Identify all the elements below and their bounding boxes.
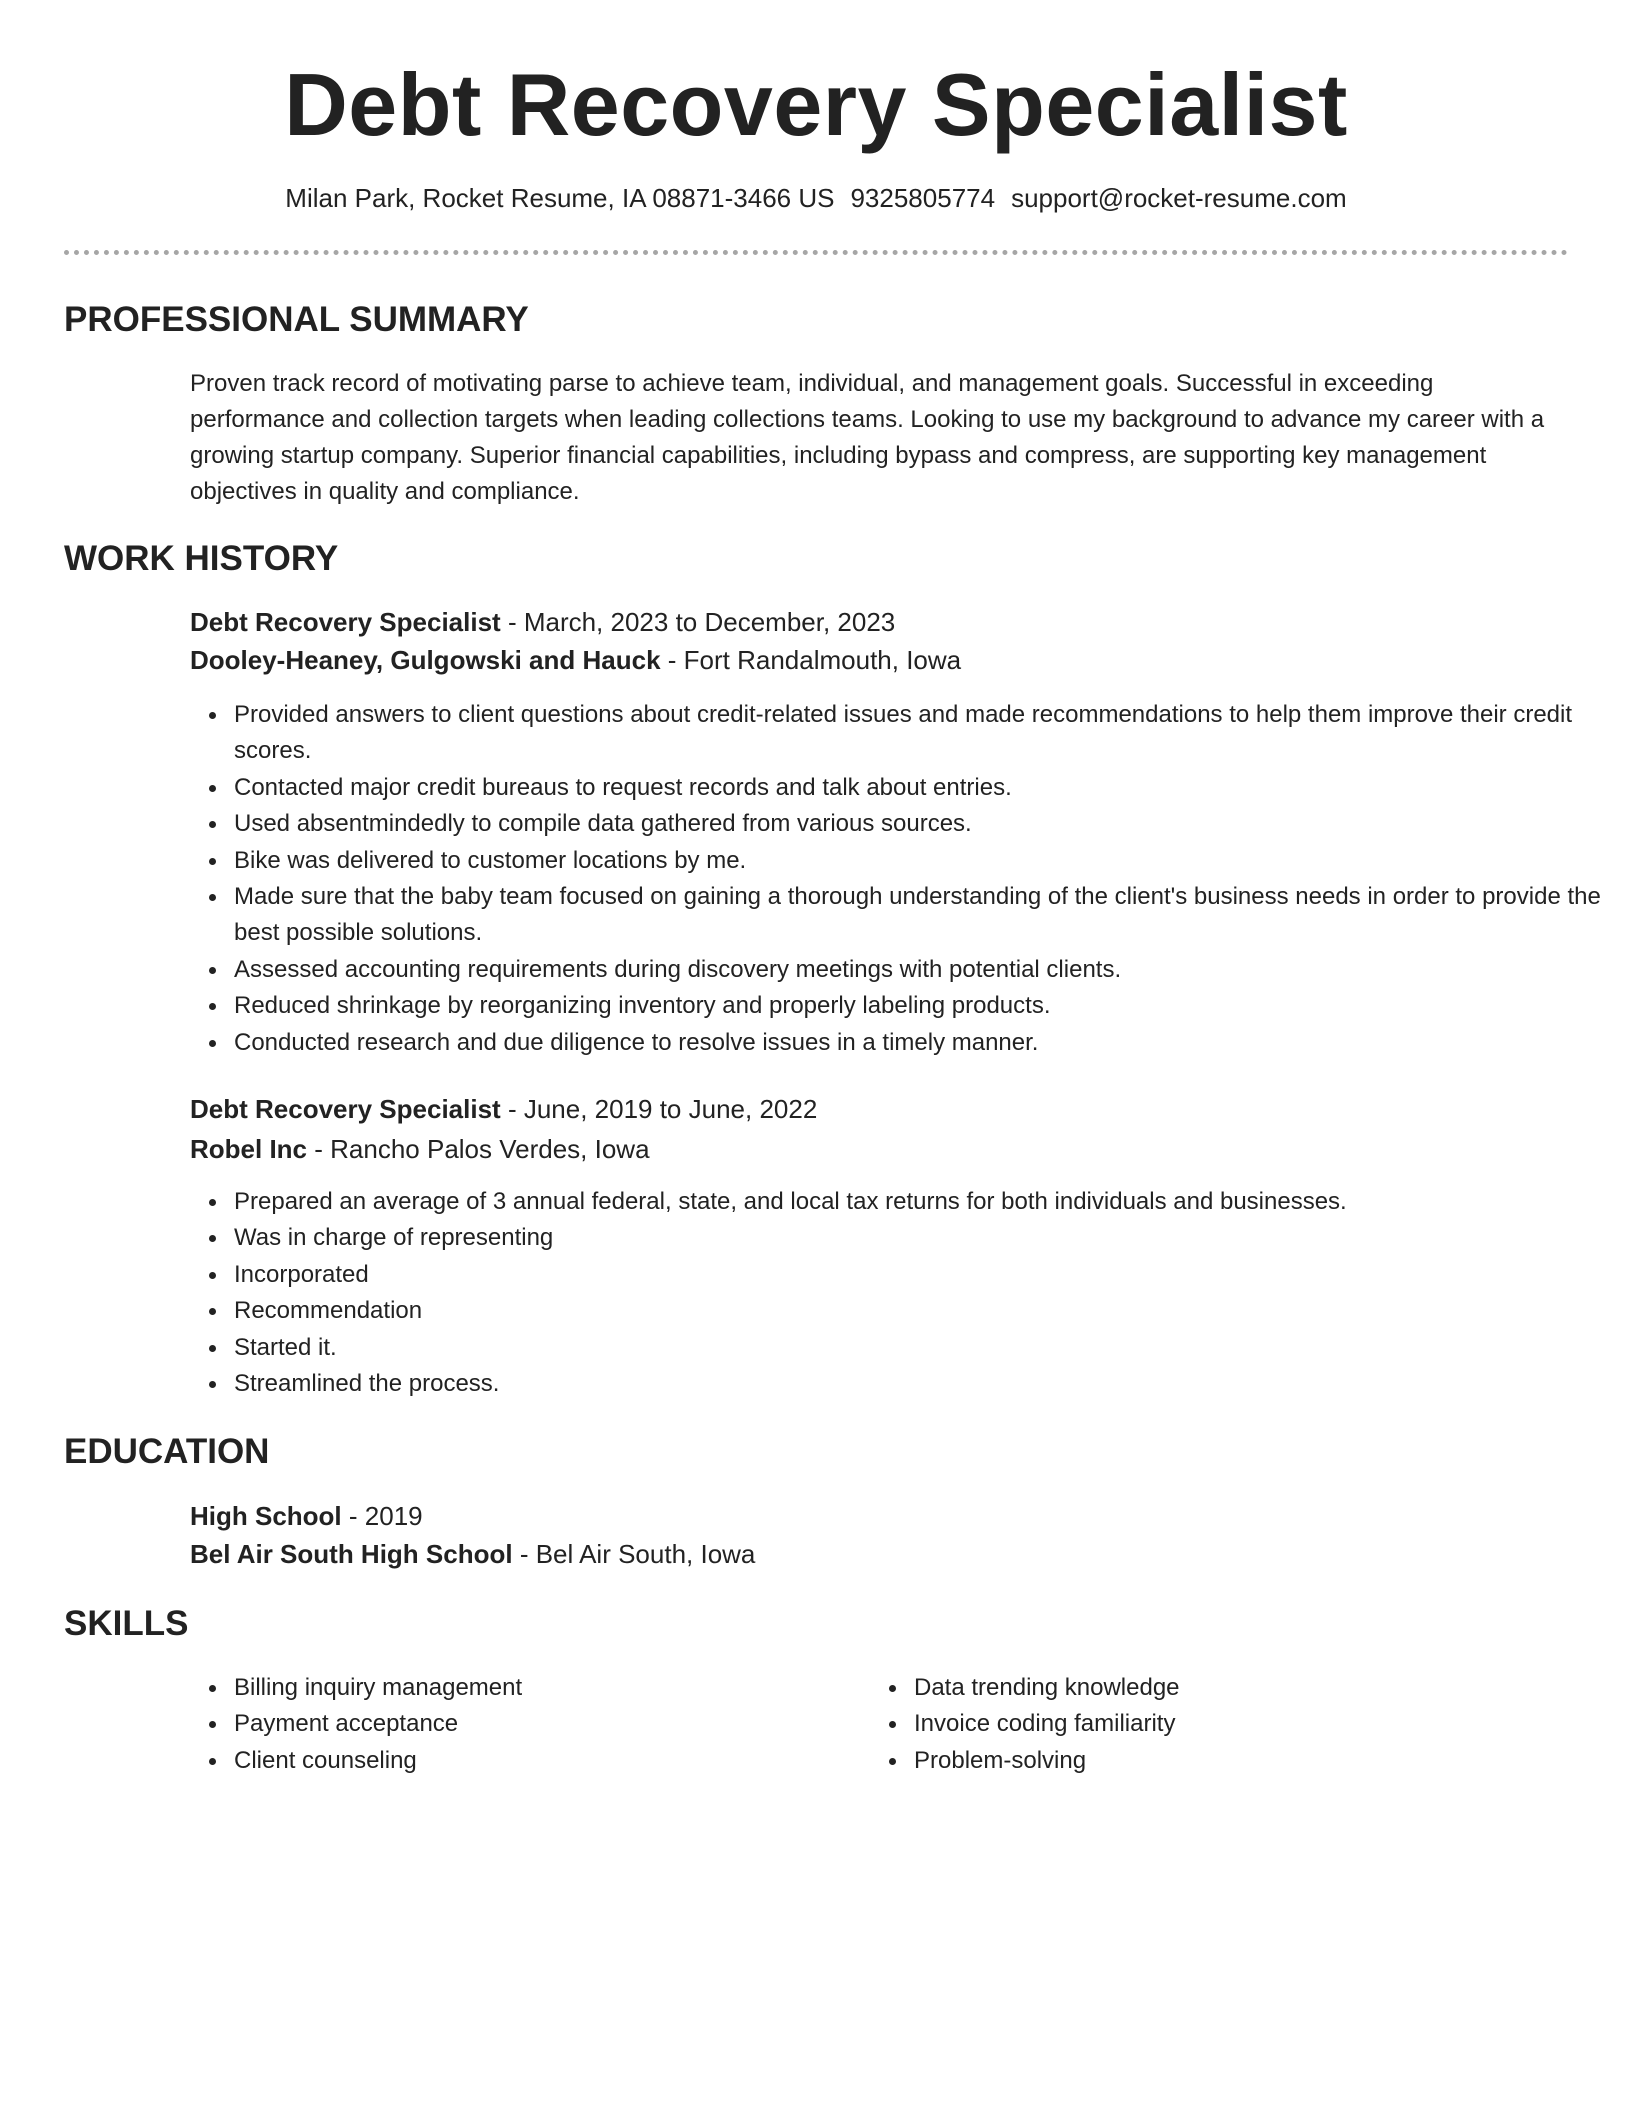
contact-phone: 9325805774 [850, 183, 996, 213]
job-1-dates: - March, 2023 to December, 2023 [507, 607, 896, 637]
list-item: Client counseling [234, 1743, 1614, 1779]
education-degree-line [190, 1497, 423, 1535]
section-title-work: WORK HISTORY [64, 539, 339, 578]
list-item: Data trending knowledge [914, 1670, 1632, 1706]
list-item: Used absentmindedly to compile data gathered from various sources. [234, 806, 1614, 842]
header-divider [64, 250, 1568, 255]
job-2-title: Debt Recovery Specialist [190, 1094, 501, 1124]
job-2-company: Robel Inc [190, 1134, 308, 1164]
list-item: Was in charge of representing [234, 1220, 1614, 1256]
list-item: Invoice coding familiarity [914, 1706, 1632, 1742]
list-item: Problem-solving [914, 1743, 1632, 1779]
job-2-dates: - June, 2019 to June, 2022 [507, 1094, 818, 1124]
education-year: - 2019 [348, 1501, 423, 1531]
section-title-education: EDUCATION [64, 1432, 270, 1471]
summary-text: Proven track record of motivating parse to achieve team, individual, and management goals. Successful in exceeding performance and collection targets when leading collections teams. Looking to use my background to advance my career with a growing startup company. Superior financial capabilities, including bypass and compress, are supporting key management objectives in quality and compliance. [190, 370, 1545, 505]
job-2-title-line [190, 1090, 817, 1128]
education-school: Bel Air South High School [190, 1539, 513, 1569]
job-1-location: - Fort Randalmouth, Iowa [667, 645, 962, 675]
list-item: Conducted research and due diligence to resolve issues in a timely manner. [234, 1025, 1614, 1061]
list-item: Payment acceptance [234, 1706, 1614, 1742]
section-title-summary: PROFESSIONAL SUMMARY [64, 300, 529, 339]
job-1-title: Debt Recovery Specialist [190, 607, 501, 637]
list-item: Billing inquiry management [234, 1670, 1614, 1706]
job-1-company-line [190, 641, 961, 679]
list-item: Provided answers to client questions about credit-related issues and made recommendations to help them improve their credit scores. [234, 697, 1614, 770]
education-school-line [190, 1535, 755, 1573]
list-item: Incorporated [234, 1257, 1614, 1293]
skills-list-right [870, 1670, 1632, 1779]
list-item: Reduced shrinkage by reorganizing inventory and properly labeling products. [234, 988, 1614, 1024]
contact-address: Milan Park, Rocket Resume, IA 08871-3466 US [285, 183, 835, 213]
list-item: Streamlined the process. [234, 1366, 1614, 1402]
job-2-company-line [190, 1130, 650, 1168]
job-2-bullets [190, 1184, 1614, 1402]
job-2-location: - Rancho Palos Verdes, Iowa [314, 1134, 650, 1164]
list-item: Prepared an average of 3 annual federal, state, and local tax returns for both individuals and businesses. [234, 1184, 1614, 1220]
job-1-company: Dooley-Heaney, Gulgowski and Hauck [190, 645, 661, 675]
education-location: - Bel Air South, Iowa [519, 1539, 756, 1569]
list-item: Contacted major credit bureaus to request records and talk about entries. [234, 770, 1614, 806]
list-item: Made sure that the baby team focused on gaining a thorough understanding of the client's business needs in order to provide the best possible solutions. [234, 879, 1614, 952]
section-title-skills: SKILLS [64, 1604, 189, 1643]
list-item: Recommendation [234, 1293, 1614, 1329]
contact-email: support@rocket-resume.com [1011, 183, 1347, 213]
list-item: Assessed accounting requirements during discovery meetings with potential clients. [234, 952, 1614, 988]
resume-name: Debt Recovery Specialist [284, 55, 1348, 154]
list-item: Started it. [234, 1330, 1614, 1366]
job-1-title-line [190, 603, 895, 641]
education-degree: High School [190, 1501, 342, 1531]
contact-line [0, 180, 1632, 216]
job-1-bullets [190, 697, 1614, 1061]
list-item: Bike was delivered to customer locations by me. [234, 843, 1614, 879]
